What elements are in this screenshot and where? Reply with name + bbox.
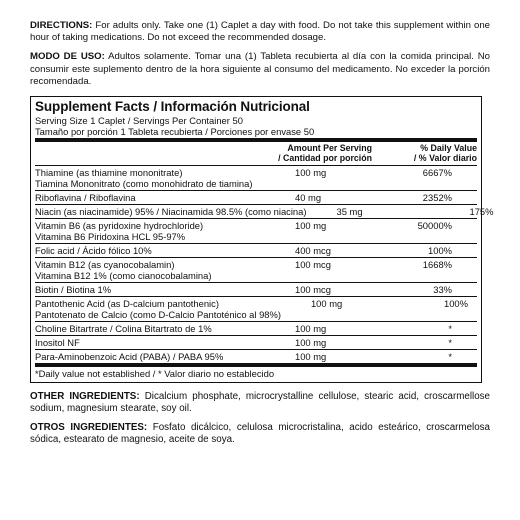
table-row (35, 322, 477, 336)
supplement-facts-title: Supplement Facts / Información Nutricional (35, 99, 310, 115)
column-header-amount-line1: Amount Per Serving (287, 143, 372, 154)
nutrient-amount: 100 mg (295, 220, 327, 232)
nutrient-name-es: Vitamina B12 1% (como cianocobalamina) (35, 270, 212, 282)
column-header-amount (271, 143, 372, 163)
nutrient-name: Choline Bitartrate / Colina Bitartrato de 1% (35, 323, 212, 335)
nutrient-daily-value: * (448, 337, 452, 349)
nutrient-amount: 100 mcg (295, 259, 331, 271)
column-header-daily-value (372, 143, 477, 163)
modo-de-uso-paragraph (30, 51, 490, 88)
serving-size-es: Tamaño por porción 1 Tableta recubierta / Porciones por envase 50 (35, 126, 315, 138)
nutrient-name: Biotin / Biotina 1% (35, 284, 112, 296)
nutrient-daily-value: 175% (469, 206, 494, 218)
nutrient-amount: 100 mg (310, 298, 343, 310)
nutrient-name: Para-Aminobenzoic Acid (PABA) / PABA 95% (35, 351, 224, 363)
nutrient-amount: 400 mcg (295, 245, 331, 257)
nutrient-amount: 100 mg (295, 167, 327, 179)
table-row (35, 350, 477, 367)
nutrient-amount: 100 mg (295, 323, 327, 335)
table-row (35, 205, 494, 219)
column-header-amount-line2: / Cantidad por porción (278, 153, 372, 164)
directions-paragraph (30, 20, 490, 44)
nutrient-rows (35, 166, 494, 367)
otros-ingredientes-paragraph (30, 422, 490, 447)
daily-value-footnote: *Daily value not established / * Valor diario no establecido (35, 368, 275, 380)
column-header-dv-line1: % Daily Value (420, 143, 477, 154)
nutrient-daily-value: 1668% (422, 259, 452, 271)
nutrient-amount: 35 mg (336, 206, 363, 218)
otros-ingredientes-label: OTROS INGREDIENTES: (30, 421, 148, 433)
other-ingredients-label: OTHER INGREDIENTS: (30, 391, 140, 403)
column-header-dv-line2: / % Valor diario (413, 153, 477, 164)
other-ingredients-paragraph (30, 391, 490, 416)
directions-text: For adults only. Take one (1) Caplet a day with food. Do not take this supplement within one hour of taking medications. Do not exceed the recommended dosage. (30, 20, 490, 44)
nutrient-daily-value: 2352% (422, 192, 452, 204)
nutrient-name-es: Pantotenato de Calcio (como D-Calcio Pantoténico al 98%) (35, 309, 281, 321)
table-row (35, 297, 477, 322)
nutrient-daily-value: 100% (443, 298, 468, 310)
nutrient-daily-value: * (448, 351, 452, 363)
nutrient-daily-value: 33% (433, 284, 452, 296)
modo-de-uso-label: MODO DE USO: (30, 51, 105, 63)
nutrient-daily-value: 50000% (417, 220, 452, 232)
nutrient-daily-value: 6667% (422, 167, 452, 179)
nutrient-name: Pantothenic Acid (as D-calcium pantothenic) (35, 298, 219, 310)
modo-de-uso-text: Adultos solamente. Tomar una (1) Tableta recubierta al día con la comida principal. No consumir este suplemento dentro de la hora siguiente al consumo del medicamento. No exceder la porción recomendada. (30, 51, 490, 87)
nutrient-amount: 40 mg (295, 192, 322, 204)
nutrient-name: Inositol NF (35, 337, 80, 349)
nutrient-name-es: Tiamina Mononitrato (como monohidrato de tiamina) (35, 178, 253, 190)
nutrient-name: Folic acid / Ácido fólico 10% (35, 245, 152, 257)
table-row (35, 283, 477, 297)
nutrient-name-es: Vitamina B6 Piridoxina HCL 95-97% (35, 231, 186, 243)
table-row (35, 219, 477, 244)
table-row (35, 166, 477, 191)
supplement-facts-panel (30, 96, 494, 383)
nutrient-amount: 100 mcg (295, 284, 331, 296)
table-row (35, 336, 477, 350)
otros-ingredientes-text: Fosfato dicálcico, celulosa microcristalina, acido esteárico, croscarmelosa sódica, estearato de magnesio, aceite de soya. (30, 421, 490, 446)
table-row (35, 191, 477, 205)
nutrient-amount: 100 mg (295, 351, 327, 363)
other-ingredients-text: Dicalcium phosphate, microcrystalline cellulose, stearic acid, croscarmellose sodium, magnesium stearate, soy oil. (30, 391, 490, 415)
column-header-spacer (35, 143, 271, 163)
nutrient-daily-value: 100% (428, 245, 452, 257)
serving-size-en: Serving Size 1 Caplet / Servings Per Container 50 (35, 115, 243, 127)
table-row (35, 244, 477, 258)
nutrient-daily-value: * (448, 323, 452, 335)
nutrient-name: Vitamin B6 (as pyridoxine hydrochloride) (35, 220, 204, 232)
nutrient-name: Niacin (as niacinamide) 95% / Niacinamida 98.5% (como niacina) (35, 206, 307, 218)
nutrient-name: Thiamine (as thiamine mononitrate) (35, 167, 183, 179)
table-row (35, 258, 477, 283)
nutrient-name: Vitamin B12 (as cyanocobalamin) (35, 259, 175, 271)
nutrient-amount: 100 mg (295, 337, 327, 349)
directions-label: DIRECTIONS: (30, 20, 93, 31)
nutrient-name: Riboflavina / Riboflavina (35, 192, 136, 204)
column-headers (35, 142, 477, 166)
